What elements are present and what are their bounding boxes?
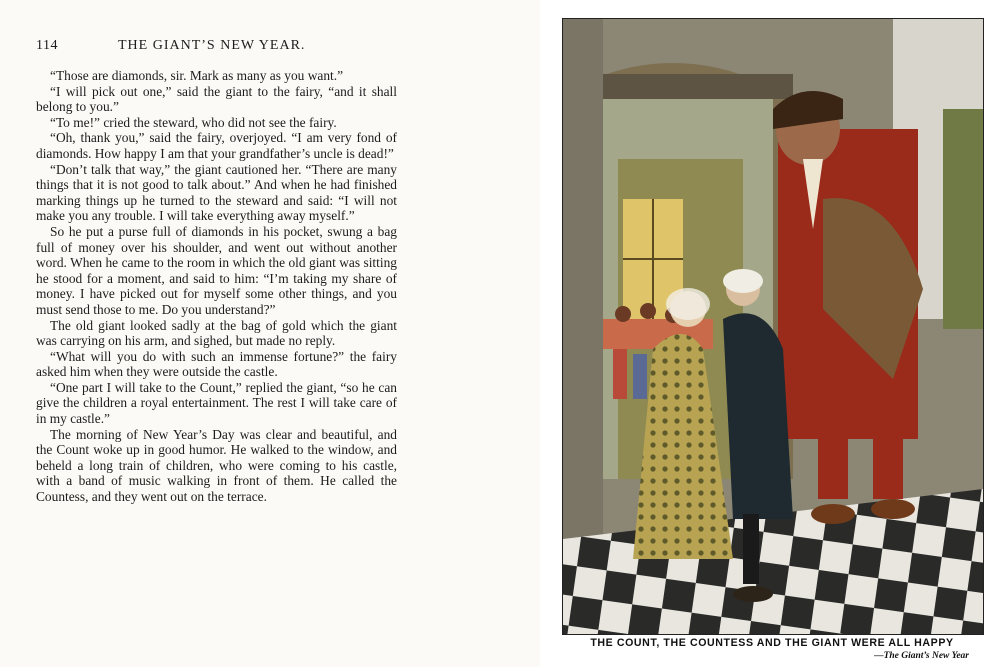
paragraph: “What will you do with such an immense fortune?” the fairy asked him when they were outside the castle. [36,348,397,380]
paragraph: “Don’t talk that way,” the giant cautioned her. “There are many things that it is not good to talk about.” And when he had finished marking things up he turned to the steward and said: “I will not make you any trouble. I will take everything away myself.” [36,161,397,224]
illustration [563,19,983,634]
paragraph: The morning of New Year’s Day was clear and beautiful, and the Count woke up in good humor. He walked to the window, and beheld a long train of children, who were coming to his castle, with a band of music walking in front of them. He called the Countess, and they went out on the terrace. [36,426,397,505]
page-number: 114 [36,38,58,53]
running-head: THE GIANT’S NEW YEAR. [118,38,306,53]
plate-caption: THE COUNT, THE COUNTESS AND THE GIANT WERE ALL HAPPY [590,637,954,649]
paragraph: “Oh, thank you,” said the fairy, overjoyed. “I am very fond of diamonds. How happy I am that your grandfather’s uncle is dead!” [36,130,397,161]
paragraph: “Those are diamonds, sir. Mark as many as you want.” [50,68,344,83]
page-header [36,38,396,58]
illustration-plate [562,18,984,635]
body-text [36,68,397,505]
paragraph: The old giant looked sadly at the bag of gold which the giant was carrying on his arm, and sighed, but made no reply. [36,317,397,349]
paragraph: So he put a purse full of diamonds in his pocket, swung a bag full of money over his shoulder, and went out without another word. When he came to the room in which the old giant was sitting he stood for a moment, and said to him: “I’m taking my share of money. I have picked out for myself some other things, and you must send those to me. Do you understand?” [36,223,397,317]
plate-source: —The Giant’s New Year [874,651,969,661]
paragraph: “I will pick out one,” said the giant to the fairy, “and it shall belong to you.” [36,83,397,115]
paragraph: “To me!” cried the steward, who did not see the fairy. [50,114,337,130]
paragraph: “One part I will take to the Count,” replied the giant, “so he can give the children a royal entertainment. The rest I will take care of in my castle.” [36,379,397,427]
